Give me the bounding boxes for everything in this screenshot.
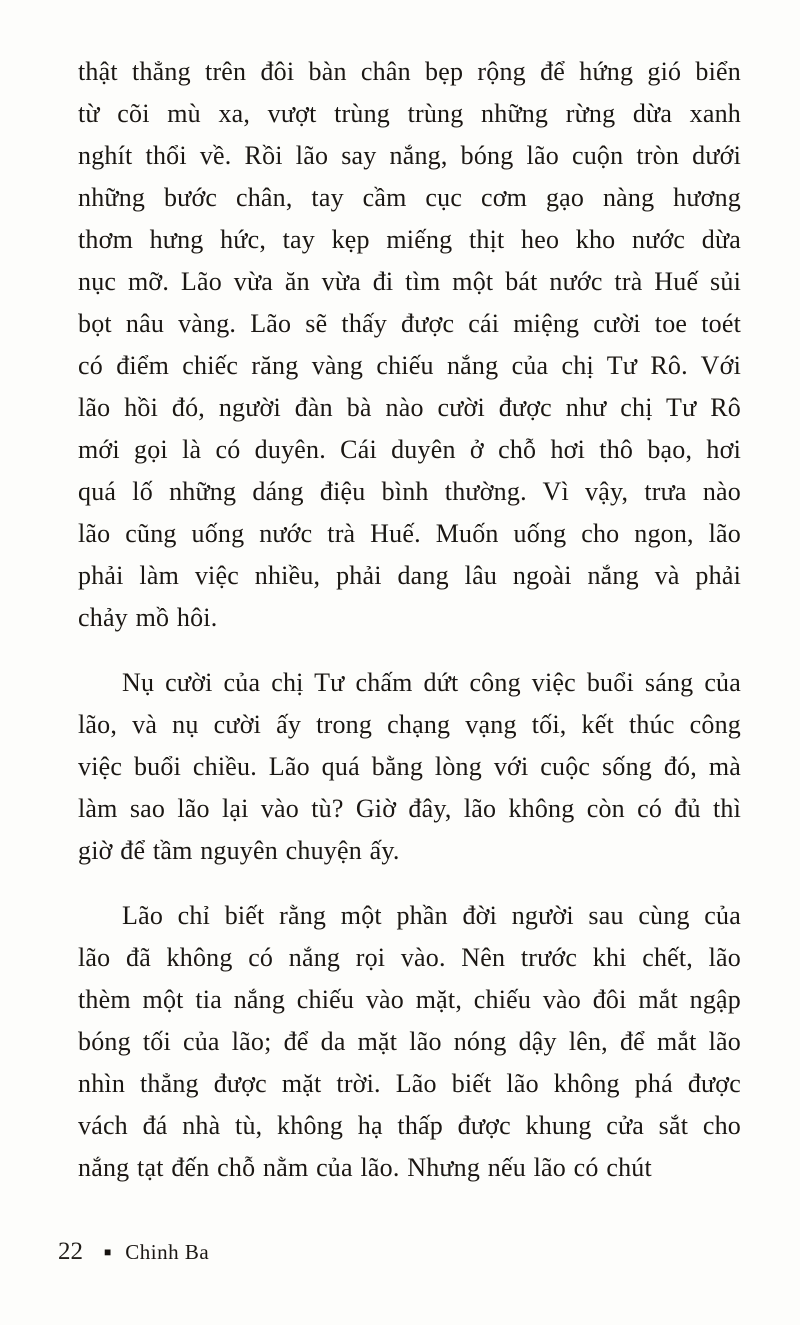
text-line: từ cõi mù xa, vượt trùng trùng những rừng dừa xanh — [78, 99, 741, 128]
text-line: nghít thổi về. Rồi lão say nắng, bóng lão cuộn tròn dưới — [78, 141, 741, 170]
text-line: thơm hưng hức, tay kẹp miếng thịt heo kho nước dừa — [78, 225, 741, 254]
text-line: bọt nâu vàng. Lão sẽ thấy được cái miệng cười toe toét — [78, 309, 741, 338]
text-line: mới gọi là có duyên. Cái duyên ở chỗ hơi thô bạo, hơi — [78, 435, 741, 464]
paragraph — [78, 895, 741, 1189]
square-bullet-icon: ■ — [104, 1245, 112, 1259]
page-footer — [58, 1237, 209, 1267]
text-line: Nụ cười của chị Tư chấm dứt công việc buổi sáng của — [122, 668, 741, 697]
text-line: Lão chỉ biết rằng một phần đời người sau cùng của — [122, 901, 741, 930]
text-line: lão, và nụ cười ấy trong chạng vạng tối, kết thúc công — [78, 710, 741, 739]
page-number: 22 — [58, 1238, 83, 1265]
paragraph — [78, 51, 741, 639]
text-line: nục mỡ. Lão vừa ăn vừa đi tìm một bát nước trà Huế sủi — [78, 267, 741, 296]
text-line: thèm một tia nắng chiếu vào mặt, chiếu vào đôi mắt ngập — [78, 985, 741, 1014]
text-line: phải làm việc nhiều, phải dang lâu ngoài nắng và phải — [78, 561, 741, 590]
text-line: nhìn thẳng được mặt trời. Lão biết lão không phá được — [78, 1069, 741, 1098]
page-text-block — [78, 51, 741, 1189]
text-line: lão đã không có nắng rọi vào. Nên trước khi chết, lão — [78, 943, 741, 972]
text-line: việc buổi chiều. Lão quá bằng lòng với cuộc sống đó, mà — [78, 752, 741, 781]
text-line: làm sao lão lại vào tù? Giờ đây, lão không còn có đủ thì — [78, 794, 741, 823]
text-line: thật thẳng trên đôi bàn chân bẹp rộng để hứng gió biển — [78, 57, 741, 86]
text-line: lão hồi đó, người đàn bà nào cười được như chị Tư Rô — [78, 393, 741, 422]
text-line: bóng tối của lão; để da mặt lão nóng dậy lên, để mắt lão — [78, 1027, 741, 1056]
text-line: chảy mồ hôi. — [78, 603, 218, 632]
text-line: nắng tạt đến chỗ nằm của lão. Nhưng nếu lão có chút — [78, 1153, 652, 1182]
text-line: vách đá nhà tù, không hạ thấp được khung cửa sắt cho — [78, 1111, 741, 1140]
text-line: có điểm chiếc răng vàng chiếu nắng của chị Tư Rô. Với — [78, 351, 741, 380]
running-title: Chinh Ba — [125, 1240, 210, 1264]
text-line: lão cũng uống nước trà Huế. Muốn uống cho ngon, lão — [78, 519, 741, 548]
text-line: quá lố những dáng điệu bình thường. Vì vậy, trưa nào — [78, 477, 741, 506]
text-line: giờ để tầm nguyên chuyện ấy. — [78, 836, 400, 865]
paragraph — [78, 662, 741, 872]
text-line: những bước chân, tay cầm cục cơm gạo nàng hương — [78, 183, 741, 212]
